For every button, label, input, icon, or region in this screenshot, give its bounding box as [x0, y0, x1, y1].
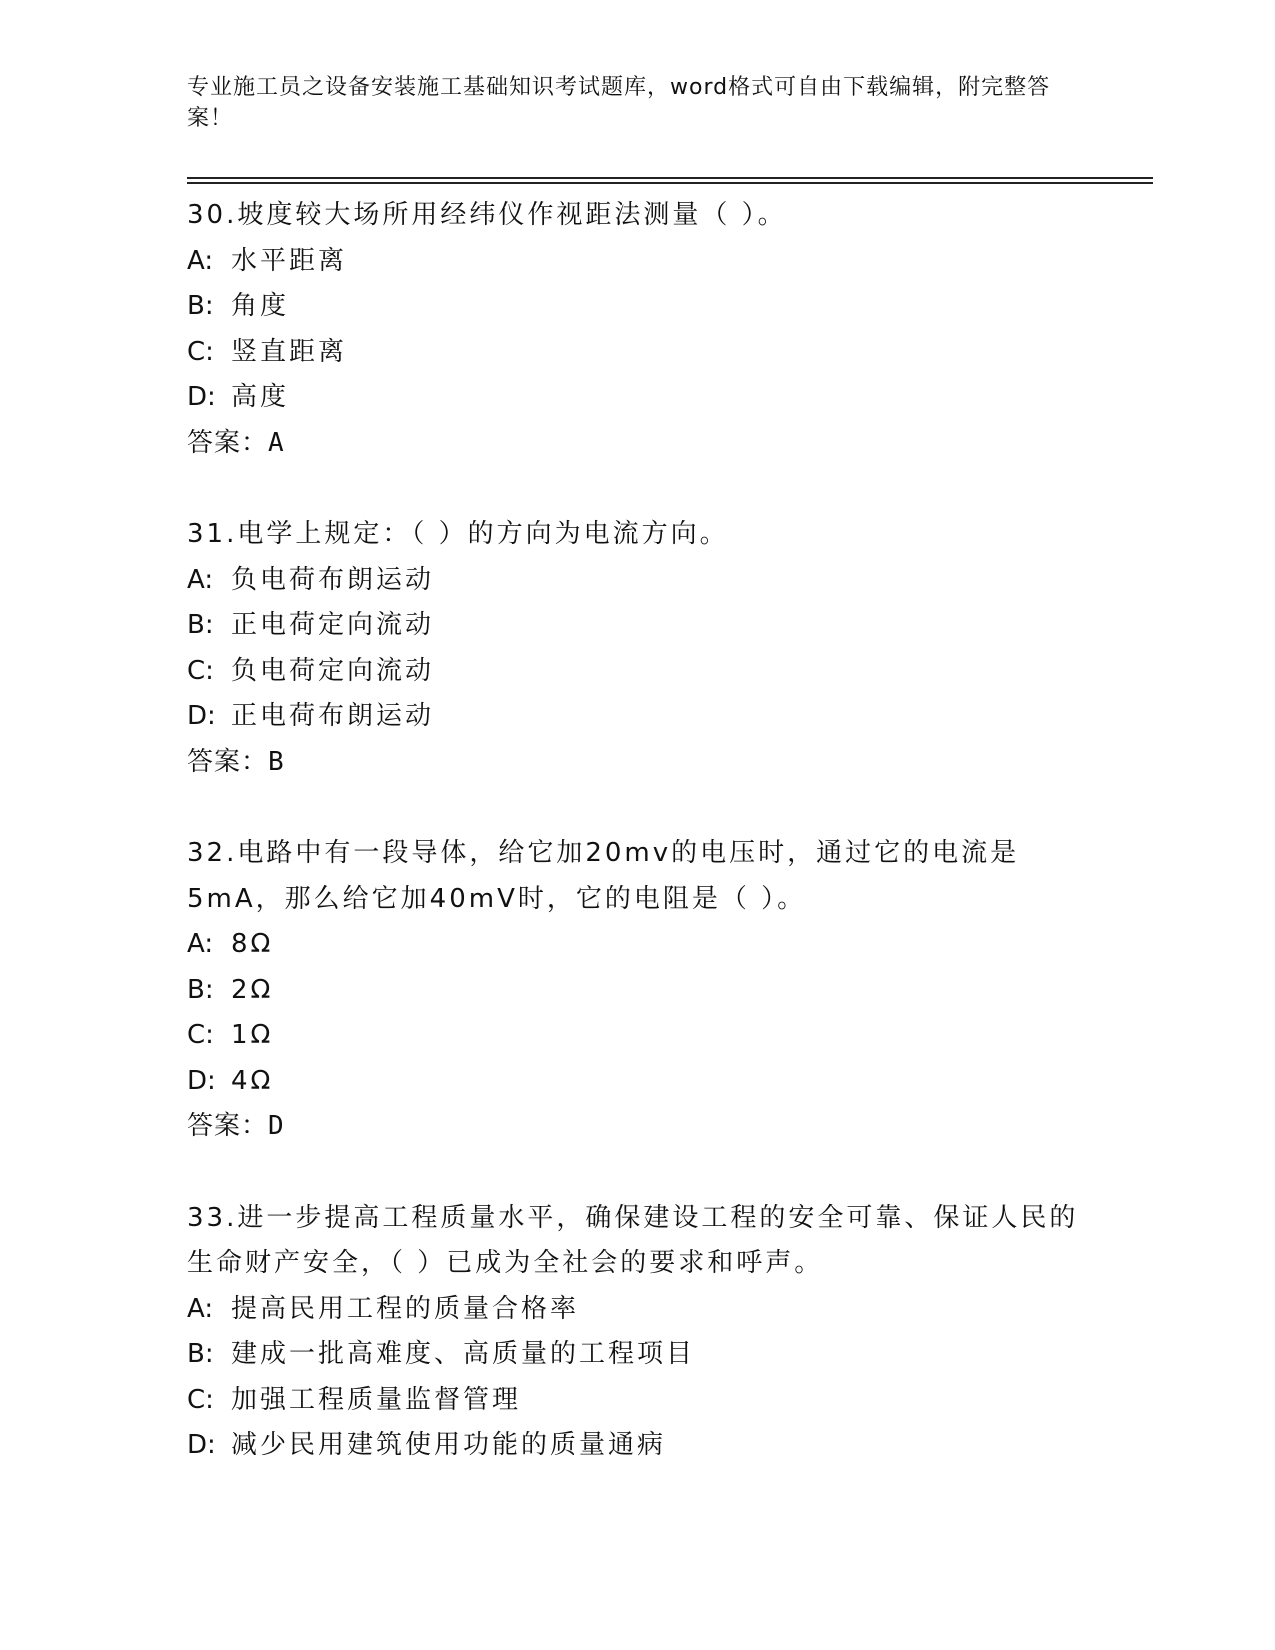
option-d — [187, 694, 1087, 740]
answer-line — [187, 1104, 1087, 1150]
answer-line — [187, 421, 1087, 467]
option-c — [187, 1378, 1087, 1424]
option-letter: C: — [187, 1020, 214, 1050]
option-text: 负电荷定向流动 — [231, 655, 435, 686]
option-letter: B: — [187, 974, 214, 1005]
option-c — [187, 330, 1087, 376]
answer-value: B — [268, 746, 285, 777]
option-text: 加强工程质量监督管理 — [231, 1384, 522, 1415]
option-a — [187, 239, 1087, 285]
option-letter: A: — [187, 1293, 214, 1324]
option-letter: D: — [187, 1430, 216, 1460]
option-b — [187, 1332, 1087, 1378]
option-text: 1Ω — [231, 1020, 274, 1050]
question-list — [187, 193, 1087, 1515]
option-letter: B: — [187, 610, 214, 640]
option-text: 建成一批高难度、高质量的工程项目 — [231, 1339, 696, 1369]
answer-label: 答案： — [187, 1111, 269, 1141]
question-text: 31.电学上规定：（ ）的方向为电流方向。 — [187, 519, 729, 549]
answer-value: D — [268, 1111, 285, 1141]
option-text: 正电荷布朗运动 — [231, 701, 435, 731]
question-text: 32.电路中有一段导体，给它加20mv的电压时，通过它的电流是5mA，那么给它加40mV时，它的电阻是（ ）。 — [187, 838, 1020, 914]
option-b — [187, 284, 1087, 330]
option-text: 正电荷定向流动 — [231, 610, 435, 640]
option-d — [187, 1423, 1087, 1469]
answer-label: 答案： — [187, 427, 269, 458]
option-text: 负电荷布朗运动 — [231, 564, 435, 595]
question-30 — [187, 193, 1087, 466]
option-letter: A: — [187, 929, 214, 959]
option-letter: C: — [187, 336, 214, 367]
option-text: 提高民用工程的质量合格率 — [231, 1293, 580, 1324]
option-text: 2Ω — [231, 974, 274, 1005]
option-text: 竖直距离 — [231, 336, 348, 367]
question-text: 30.坡度较大场所用经纬仪作视距法测量（ ）。 — [187, 200, 787, 230]
option-letter: C: — [187, 655, 214, 686]
option-letter: D: — [187, 701, 216, 731]
option-c — [187, 649, 1087, 695]
option-letter: B: — [187, 1339, 214, 1369]
header-divider-top — [187, 177, 1153, 179]
answer-line — [187, 740, 1087, 786]
option-letter: C: — [187, 1384, 214, 1415]
option-letter: A: — [187, 564, 214, 595]
option-letter: A: — [187, 245, 214, 276]
option-b — [187, 968, 1087, 1014]
option-text: 4Ω — [231, 1065, 274, 1096]
option-letter: D: — [187, 382, 216, 412]
option-a — [187, 558, 1087, 604]
option-d — [187, 375, 1087, 421]
question-text: 33.进一步提高工程质量水平，确保建设工程的安全可靠、保证人民的生命财产安全，（ ）已成为全社会的要求和呼声。 — [187, 1202, 1079, 1278]
option-letter: D: — [187, 1065, 216, 1096]
option-a — [187, 922, 1087, 968]
answer-value: A — [268, 427, 285, 458]
option-text: 8Ω — [231, 929, 274, 959]
option-text: 角度 — [231, 291, 290, 321]
option-b — [187, 603, 1087, 649]
question-32 — [187, 831, 1087, 1150]
document-header: 专业施工员之设备安装施工基础知识考试题库，word格式可自由下载编辑，附完整答案！ — [187, 75, 1051, 131]
answer-label: 答案： — [187, 746, 269, 777]
question-33 — [187, 1196, 1087, 1469]
option-letter: B: — [187, 291, 214, 321]
option-d — [187, 1059, 1087, 1105]
question-31 — [187, 512, 1087, 785]
option-text: 减少民用建筑使用功能的质量通病 — [231, 1430, 667, 1460]
header-divider-bottom — [187, 182, 1153, 184]
option-text: 水平距离 — [231, 245, 348, 276]
option-text: 高度 — [231, 382, 290, 412]
option-a — [187, 1287, 1087, 1333]
option-c — [187, 1013, 1087, 1059]
